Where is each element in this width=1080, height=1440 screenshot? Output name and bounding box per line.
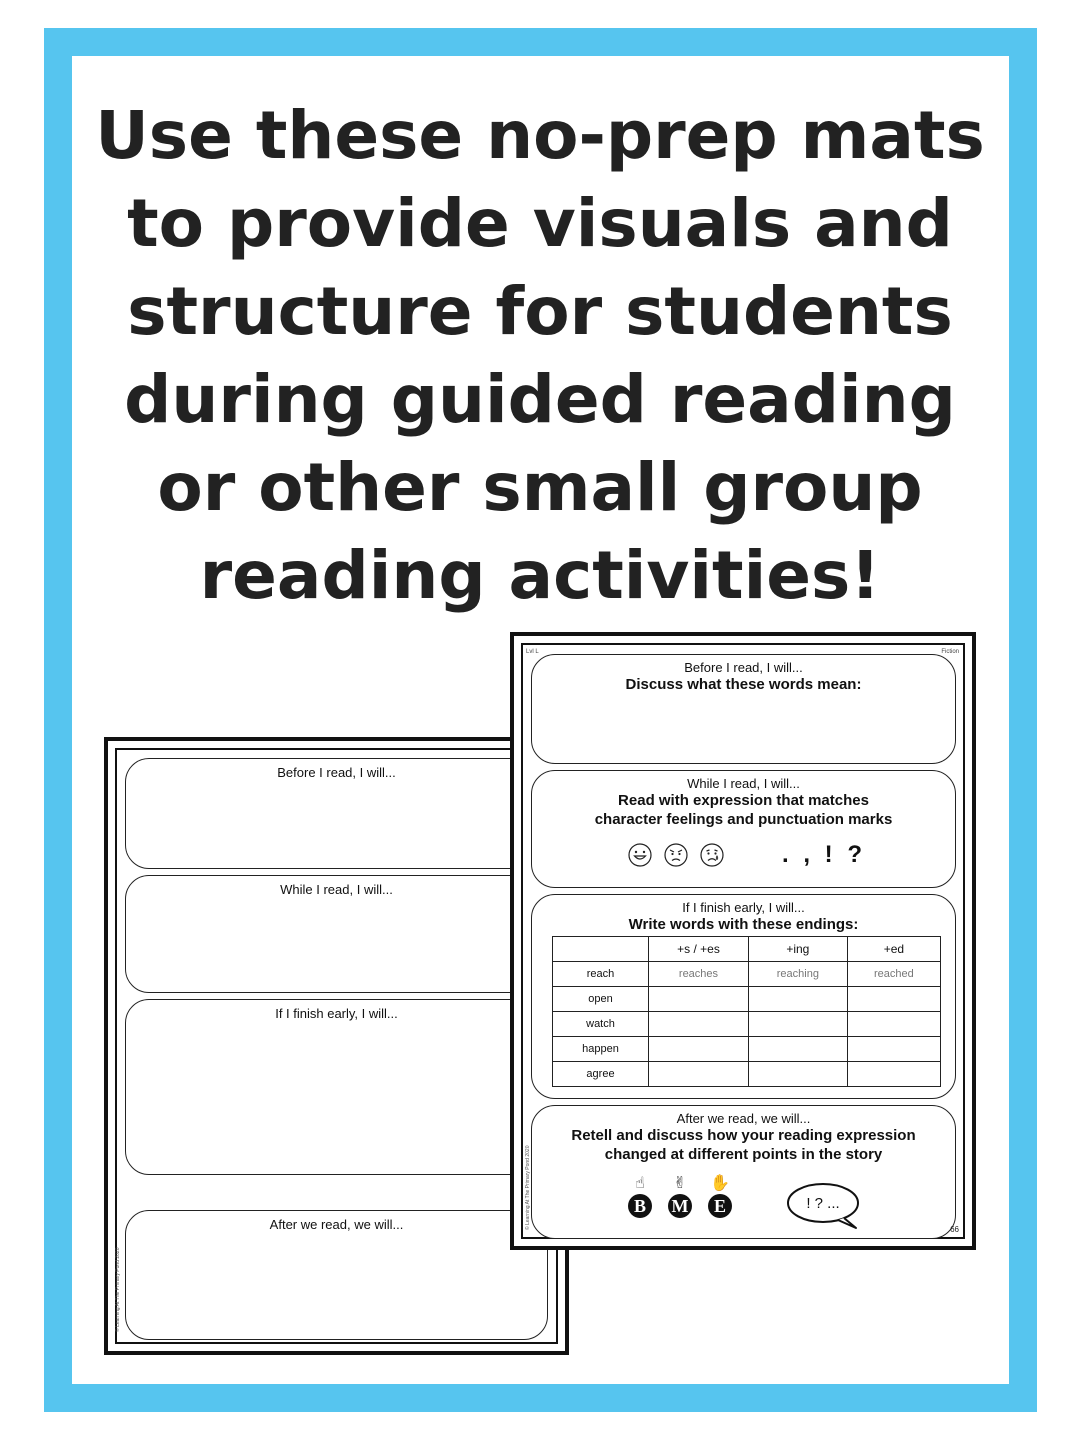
feelings-faces [628,843,724,867]
sad-face-icon [700,843,724,867]
panel-finish [531,894,956,1099]
panel-title: Write words with these endings: [628,916,859,933]
blank-mat-border [115,748,558,1344]
table-header-cell: +ing [748,937,847,962]
blank-panel-after [125,1210,548,1340]
story-parts [628,1174,732,1218]
table-cell: reaching [748,962,847,987]
panel-label: While I read, I will... [687,776,800,791]
table-cell: reached [847,962,940,987]
one-finger-icon: ☝ [635,1173,645,1192]
panel-while [531,770,956,888]
angry-face-icon [664,843,688,867]
headline-line: structure for students [127,273,953,350]
table-cell [748,1062,847,1087]
panel-before [531,654,956,764]
page-number: 66 [950,1225,959,1234]
story-part-end [708,1174,732,1218]
blank-panel-before [125,758,548,869]
story-part-beginning [628,1174,652,1218]
two-fingers-icon: ✌ [673,1173,687,1192]
punctuation-marks: . , ! ? [782,841,866,868]
table-header-cell: +s / +es [649,937,749,962]
panel-title-line: Retell and discuss how your reading expression [571,1127,916,1144]
headline-line: Use these no-prep mats [95,97,985,174]
filled-mat-border [521,643,965,1239]
table-cell [748,1037,847,1062]
panel-label: After we read, we will... [269,1217,404,1232]
table-header-cell: +ed [847,937,940,962]
table-cell [649,1012,749,1037]
panel-title-line: changed at different points in the story [604,1146,883,1163]
genre-label: Fiction [941,649,959,655]
table-cell: open [553,987,649,1012]
headline-line: or other small group [157,449,923,526]
letter-badge: M [668,1194,692,1218]
headline-line: to provide visuals and [127,185,953,262]
panel-title: Discuss what these words mean: [625,676,862,693]
table-cell [649,987,749,1012]
table-row [553,1037,941,1062]
table-cell: agree [553,1062,649,1087]
panel-title-line: character feelings and punctuation marks [594,811,893,828]
speech-bubble-icon [786,1182,864,1234]
table-cell [649,1062,749,1087]
letter-badge: E [708,1194,732,1218]
table-row [553,987,941,1012]
headline-line: during guided reading [124,361,956,438]
panel-label: After we read, we will... [676,1111,811,1126]
table-header-row [553,937,941,962]
panel-label: Before I read, I will... [277,765,396,780]
panel-label: Before I read, I will... [684,660,803,675]
table-cell: reaches [649,962,749,987]
panel-title-line: Read with expression that matches [618,792,869,809]
blank-mat [104,737,569,1355]
table-header-cell [553,937,649,962]
headline [72,92,1008,620]
happy-face-icon [628,843,652,867]
letter-badge: B [628,1194,652,1218]
table-cell [748,1012,847,1037]
blank-panel-finish [125,999,548,1175]
three-fingers-icon: ✋ [710,1173,730,1192]
panel-label: If I finish early, I will... [682,900,805,915]
table-cell: happen [553,1037,649,1062]
table-cell: reach [553,962,649,987]
bubble-text: ! ? ... [806,1195,840,1212]
table-cell [847,1062,940,1087]
table-cell [847,1012,940,1037]
table-row [553,1012,941,1037]
word-endings-table [552,936,941,1087]
table-cell [847,987,940,1012]
table-cell: watch [553,1012,649,1037]
panel-after [531,1105,956,1239]
table-cell [748,987,847,1012]
panel-label: If I finish early, I will... [275,1006,398,1021]
table-cell [649,1037,749,1062]
table-row [553,1062,941,1087]
table-row [553,962,941,987]
story-part-middle [668,1174,692,1218]
level-label: Lvl L [526,649,539,655]
blank-panel-while [125,875,548,993]
filled-mat [510,632,976,1250]
table-cell [847,1037,940,1062]
copyright-text: © Learning At The Primary Pond 2020 [525,1145,531,1230]
headline-line: reading activities! [199,537,881,614]
copyright-text: © Learning At The Primary Pond 2020 [115,1247,121,1332]
panel-label: While I read, I will... [280,882,393,897]
